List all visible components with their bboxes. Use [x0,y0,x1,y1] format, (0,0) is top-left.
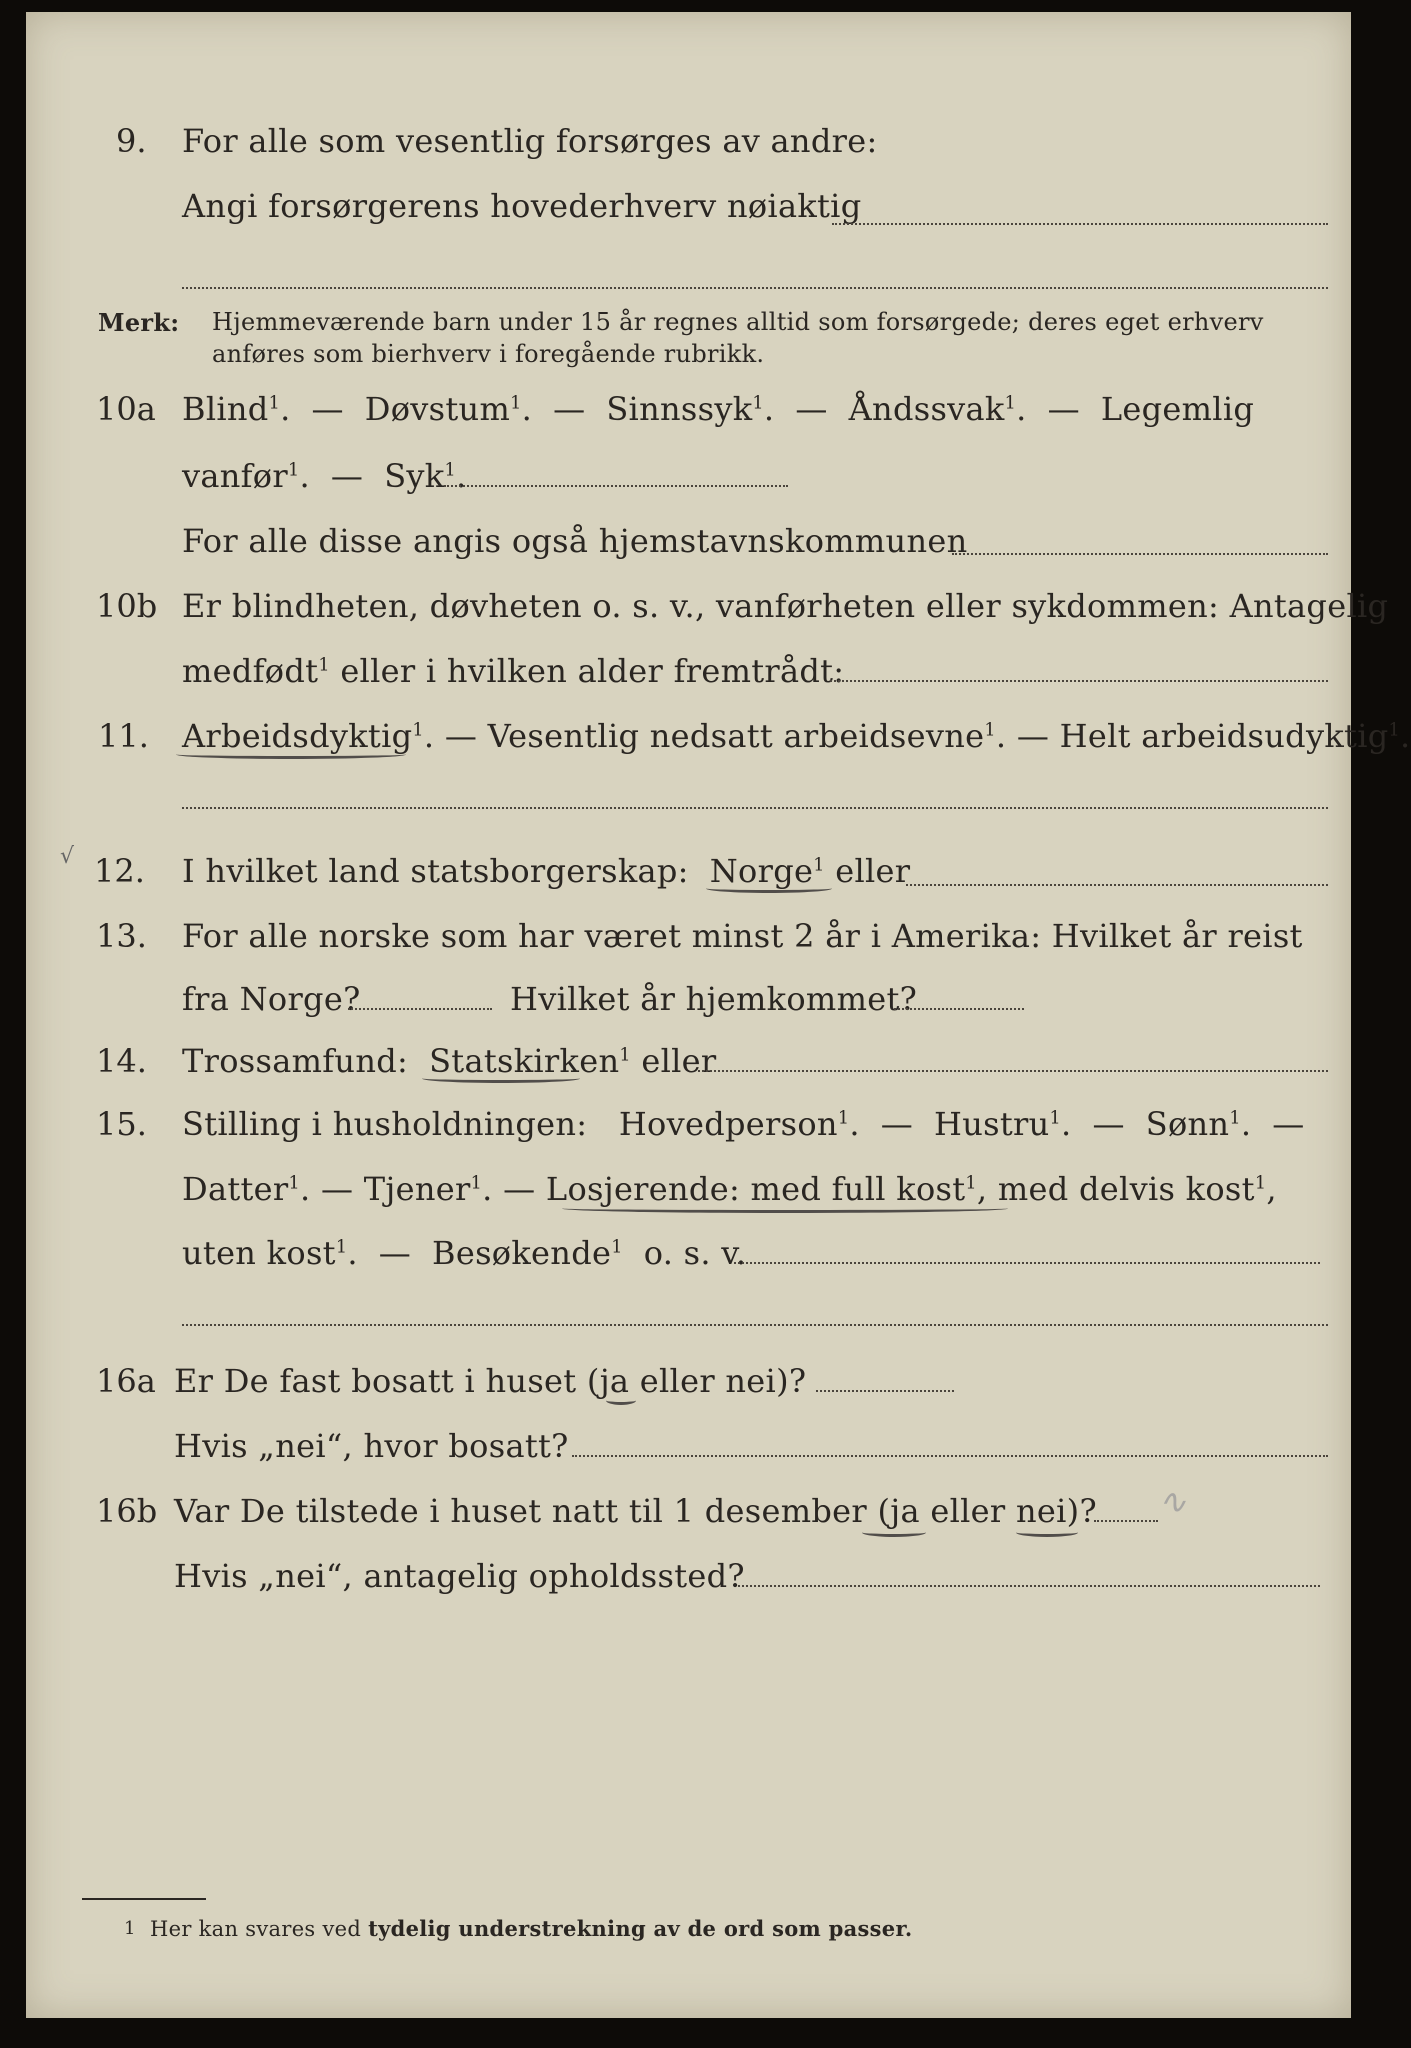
q15-answer-field-2[interactable] [182,1324,1328,1326]
option-besokende[interactable]: Besøkende$^1$ [432,1234,623,1272]
footnote-text: Her kan svares ved tydelig understrekning av de ord som passer. [150,1916,913,1941]
q16b-line1: Var De tilstede i huset natt til 1 desember (ja eller nei)? [174,1492,1097,1530]
option-sonn[interactable]: Sønn$^1$. [1145,1105,1252,1143]
option-arbeidsdyktig[interactable]: Arbeidsdyktig$^1$. [182,717,435,755]
q12-line1: I hvilket land statsborgerskap: Norge$^1$ eller [182,852,911,890]
q10a-line1: Blind$^1$. — Døvstum$^1$. — Sinnssyk$^1$. — Åndssvak$^1$. — Legemlig [182,390,1255,428]
option-delvis-kost[interactable]: med delvis kost$^1$, [997,1170,1277,1208]
option-legemlig[interactable]: Legemlig [1100,390,1255,428]
q15-line3: uten kost$^1$. — Besøkende$^1$ o. s. v. [182,1234,747,1272]
q10b-line2: medfødt$^1$ eller i hvilken alder fremtrådt: [182,652,845,690]
q16a-number: 16a [96,1362,156,1400]
q11-answer-field[interactable] [182,807,1328,809]
q15-number: 15. [96,1105,147,1143]
faint-pencil-mark: ∿ [1158,1482,1187,1522]
option-syk[interactable]: Syk$^1$. [384,457,467,495]
q14-answer-field[interactable] [698,1070,1328,1072]
q16a-line2: Hvis „nei“, hvor bosatt? [174,1427,569,1465]
q13-reist-label: fra Norge? [182,980,361,1018]
option-vanfor[interactable]: vanfør$^1$. [182,457,310,495]
handwritten-mark-ja [606,1396,636,1405]
q11-number: 11. [98,717,149,755]
check-tick-icon: √ [60,844,75,869]
q9-answer-field-2[interactable] [182,287,1328,289]
handwritten-underline-ja [862,1528,926,1537]
q14-number: 14. [96,1042,147,1080]
census-form-page [26,12,1411,2018]
option-tjener[interactable]: Tjener$^1$. [363,1170,493,1208]
option-nedsatt-arbeidsevne[interactable]: Vesentlig nedsatt arbeidsevne$^1$. [487,717,1007,755]
q11-line1: Arbeidsdyktig$^1$. — Vesentlig nedsatt arbeidsevne$^1$. — Helt arbeidsudyktig$^1$. [182,717,1411,755]
q13-reist-field[interactable] [348,1008,492,1010]
option-dovstum[interactable]: Døvstum$^1$. [364,390,533,428]
option-uten-kost[interactable]: uten kost$^1$. [182,1234,358,1272]
option-hovedperson[interactable]: Hovedperson$^1$. [618,1105,860,1143]
option-hustru[interactable]: Hustru$^1$. [934,1105,1072,1143]
merk-label: Merk: [98,308,180,337]
option-blind[interactable]: Blind$^1$. [182,390,291,428]
q10a-hjemstavn-field[interactable] [952,553,1328,555]
q16b-opholdssted-field[interactable] [738,1585,1320,1587]
q10b-number: 10b [96,587,158,625]
handwritten-underline-norge [706,884,832,893]
option-ja[interactable]: (ja [877,1492,920,1530]
option-nei[interactable]: nei)? [1015,1492,1097,1530]
option-norge[interactable]: Norge$^1$ [709,852,825,890]
q15-line2: Datter$^1$. — Tjener$^1$. — Losjerende: med full kost$^1$, med delvis kost$^1$, [182,1170,1277,1208]
q13-hjemkommet-field[interactable] [894,1008,1024,1010]
option-statskirken[interactable]: Statskirken$^1$ [429,1042,631,1080]
option-arbeidsudyktig[interactable]: Helt arbeidsudyktig$^1$. [1059,717,1411,755]
q13-hjemkommet-label: Hvilket år hjemkommet? [510,980,918,1018]
q13-line1: For alle norske som har været minst 2 år i Amerika: Hvilket år reist [182,917,1303,955]
option-sinnssyk[interactable]: Sinnssyk$^1$. [606,390,775,428]
option-medfodt[interactable]: medfødt$^1$ [182,652,330,690]
handwritten-underline-nei [1016,1528,1078,1537]
option-datter[interactable]: Datter$^1$. [182,1170,311,1208]
merk-line1: Hjemmeværende barn under 15 år regnes alltid som forsørgede; deres eget erhverv [212,308,1264,336]
q16b-answer-field[interactable] [1094,1520,1158,1522]
q10b-line1: Er blindheten, døvheten o. s. v., vanførheten eller sykdommen: Antagelig [182,587,1389,625]
q16b-number: 16b [96,1492,158,1530]
q16a-bosatt-field[interactable] [572,1455,1328,1457]
handwritten-underline-statskirken [422,1074,580,1083]
q14-line1: Trossamfund: Statskirken$^1$ eller [182,1042,717,1080]
q16a-line1: Er De fast bosatt i huset (ja eller nei)? [174,1362,807,1400]
q12-answer-field[interactable] [906,884,1328,886]
q15-line1: Stilling i husholdningen: Hovedperson$^1$. — Hustru$^1$. — Sønn$^1$. — [182,1105,1305,1143]
q16a-answer-field[interactable] [816,1390,954,1392]
q10a-answer-field[interactable] [444,485,788,487]
footnote-marker: 1 [124,1918,136,1939]
q9-answer-field[interactable] [832,223,1328,225]
option-andssvak[interactable]: Åndssvak$^1$. [848,390,1027,428]
q9-line1: For alle som vesentlig forsørges av andre: [182,122,878,160]
q10a-line2: vanfør$^1$. — Syk$^1$. [182,457,467,495]
handwritten-underline-losjerende [562,1204,1008,1213]
q13-number: 13. [96,917,147,955]
option-full-kost[interactable]: med full kost$^1$, [750,1170,988,1208]
q9-line2: Angi forsørgerens hovederhverv nøiaktig [182,187,862,225]
q10b-answer-field[interactable] [830,680,1328,682]
q12-number: 12. [94,852,145,890]
handwritten-underline-arbeidsdyktig [176,750,406,759]
q16b-line2: Hvis „nei“, antagelig opholdssted? [174,1557,745,1595]
q15-answer-field[interactable] [734,1262,1320,1264]
q10a-line3: For alle disse angis også hjemstavnskommunen [182,522,968,560]
merk-line2: anføres som bierhverv i foregående rubrikk. [212,340,765,368]
footnote-rule [82,1898,206,1900]
q9-number: 9. [116,122,147,160]
q10a-number: 10a [96,390,156,428]
